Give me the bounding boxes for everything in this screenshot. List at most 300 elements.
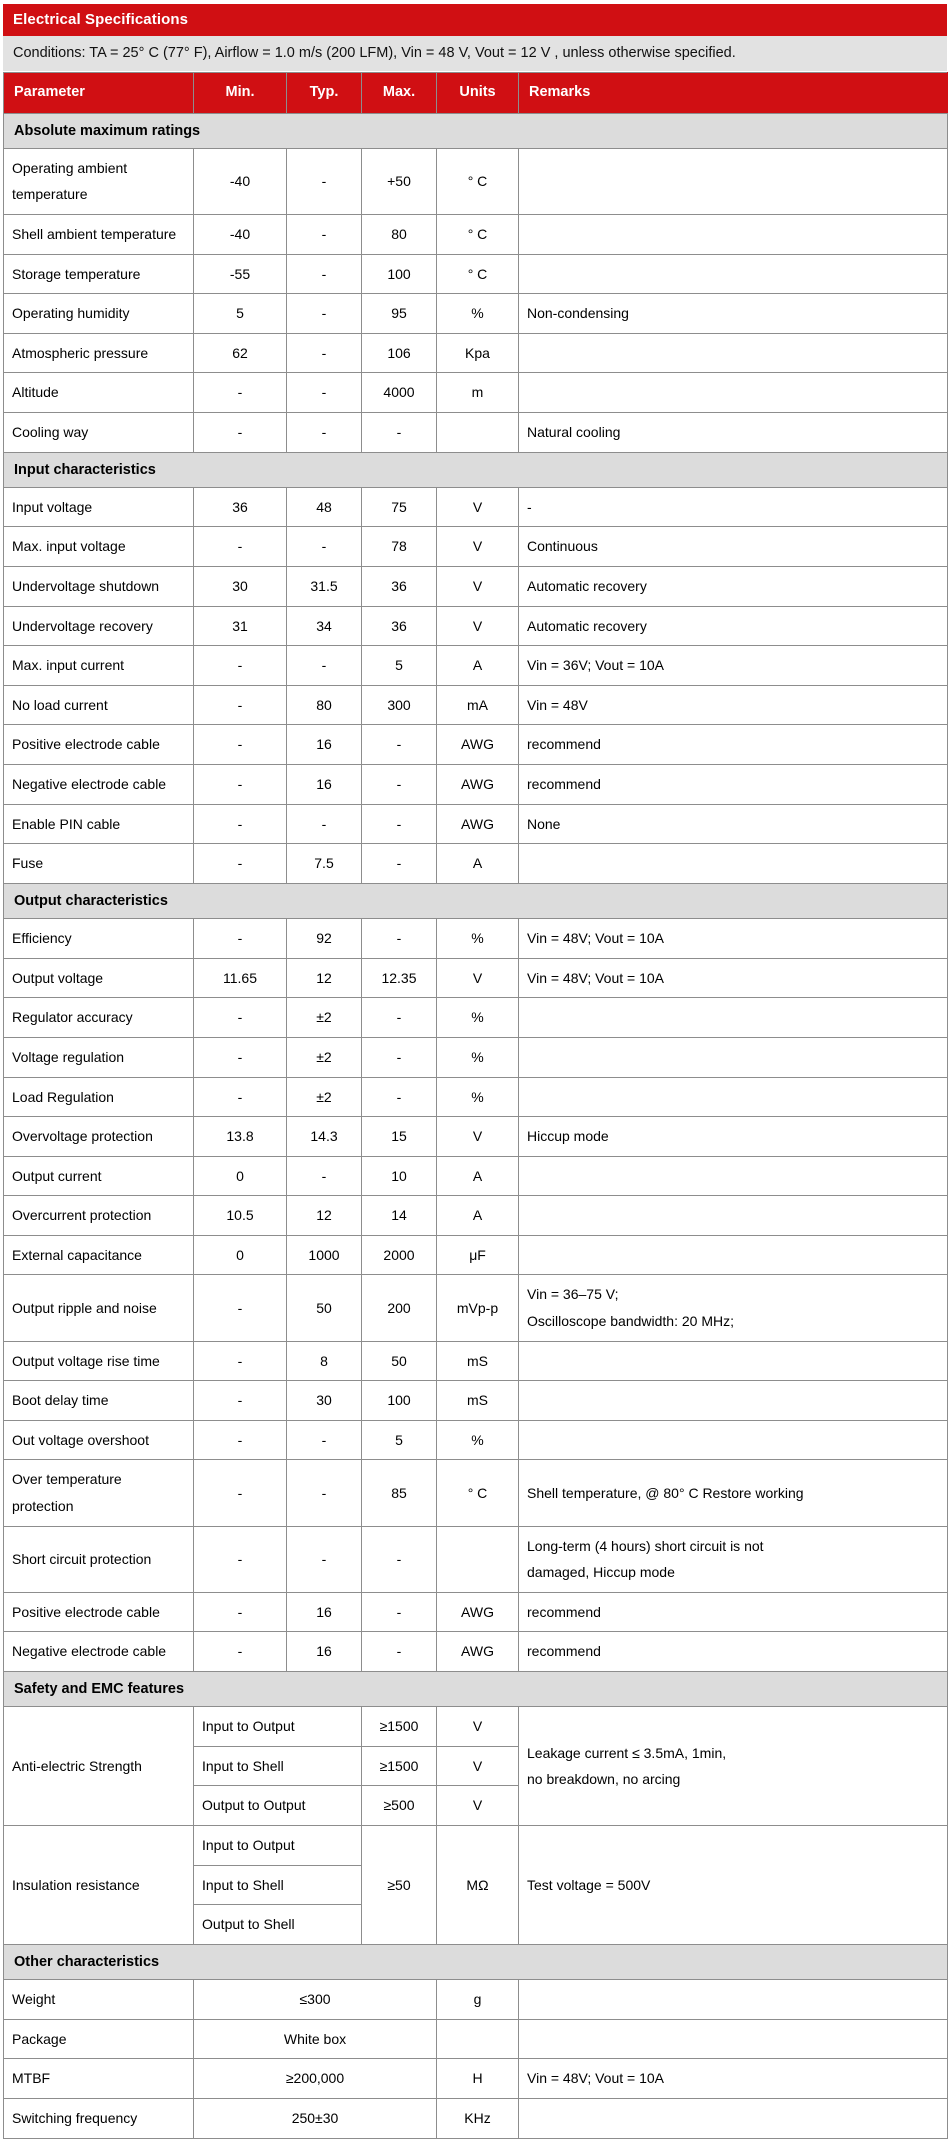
row-parameter: Anti-electric Strength <box>4 1707 194 1826</box>
row-remarks: Natural cooling <box>519 413 948 453</box>
table-row <box>4 1381 948 1421</box>
row-parameter: Voltage regulation <box>4 1037 194 1077</box>
anti-electric-units-3: V <box>437 1786 519 1826</box>
row-remarks: Hiccup mode <box>519 1117 948 1157</box>
row-units: V <box>437 567 519 607</box>
row-remarks <box>519 1980 948 2020</box>
row-remarks <box>519 1235 948 1275</box>
row-value: ≤300 <box>194 1980 437 2020</box>
row-max: 10 <box>362 1156 437 1196</box>
row-typ: 14.3 <box>287 1117 362 1157</box>
row-typ: 16 <box>287 1592 362 1632</box>
row-units <box>437 2019 519 2059</box>
row-max: 4000 <box>362 373 437 413</box>
row-min: 11.65 <box>194 958 287 998</box>
row-parameter: Max. input voltage <box>4 527 194 567</box>
insulation-units: MΩ <box>437 1826 519 1945</box>
row-min: 10.5 <box>194 1196 287 1236</box>
row-max: 80 <box>362 215 437 255</box>
row-units: ° C <box>437 148 519 214</box>
anti-electric-subrow-label-1: Input to Output <box>194 1707 362 1747</box>
row-remarks: recommend <box>519 1632 948 1672</box>
row-max: - <box>362 1526 437 1592</box>
table-row <box>4 1707 948 1747</box>
anti-electric-value-2: ≥1500 <box>362 1746 437 1786</box>
row-parameter: Negative electrode cable <box>4 1632 194 1672</box>
row-max: - <box>362 725 437 765</box>
row-units: A <box>437 1196 519 1236</box>
column-header-units: Units <box>437 73 519 114</box>
remarks-line-1: Long-term (4 hours) short circuit is not <box>527 1537 764 1554</box>
row-parameter: Positive electrode cable <box>4 725 194 765</box>
row-parameter: Out voltage overshoot <box>4 1420 194 1460</box>
table-row <box>4 765 948 805</box>
row-units: A <box>437 1156 519 1196</box>
row-min: 36 <box>194 487 287 527</box>
table-row <box>4 998 948 1038</box>
row-min: - <box>194 685 287 725</box>
row-typ: 31.5 <box>287 567 362 607</box>
row-units: AWG <box>437 1632 519 1672</box>
section-header-output-characteristics <box>4 883 948 918</box>
table-row <box>4 1526 948 1592</box>
row-typ: 92 <box>287 919 362 959</box>
row-units: V <box>437 606 519 646</box>
row-remarks: recommend <box>519 725 948 765</box>
table-row <box>4 1117 948 1157</box>
table-header-row <box>4 73 948 114</box>
row-max: - <box>362 1077 437 1117</box>
row-typ: 1000 <box>287 1235 362 1275</box>
remarks-line-1: Vin = 36–75 V; <box>527 1286 619 1303</box>
row-max: 36 <box>362 567 437 607</box>
table-row <box>4 333 948 373</box>
row-min: - <box>194 1420 287 1460</box>
row-parameter: Cooling way <box>4 413 194 453</box>
remarks-line-2: no breakdown, no arcing <box>527 1771 681 1788</box>
table-row <box>4 1341 948 1381</box>
row-units: AWG <box>437 765 519 805</box>
table-row <box>4 1420 948 1460</box>
column-header-parameter: Parameter <box>4 73 194 114</box>
row-parameter: Negative electrode cable <box>4 765 194 805</box>
row-units: A <box>437 844 519 884</box>
table-row <box>4 1980 948 2020</box>
table-row <box>4 373 948 413</box>
row-max: - <box>362 804 437 844</box>
row-parameter: Package <box>4 2019 194 2059</box>
row-units: % <box>437 294 519 334</box>
table-row <box>4 527 948 567</box>
remarks-line-2: damaged, Hiccup mode <box>527 1564 675 1581</box>
row-remarks: Vin = 48V <box>519 685 948 725</box>
row-typ: 16 <box>287 765 362 805</box>
row-parameter: Undervoltage recovery <box>4 606 194 646</box>
row-parameter: Enable PIN cable <box>4 804 194 844</box>
row-remarks <box>519 254 948 294</box>
row-typ: - <box>287 1420 362 1460</box>
row-min: - <box>194 919 287 959</box>
row-parameter: Regulator accuracy <box>4 998 194 1038</box>
row-max: - <box>362 1037 437 1077</box>
row-remarks <box>519 333 948 373</box>
row-remarks <box>519 148 948 214</box>
row-parameter: Insulation resistance <box>4 1826 194 1945</box>
row-remarks: Shell temperature, @ 80° C Restore working <box>519 1460 948 1526</box>
row-max: 78 <box>362 527 437 567</box>
row-units: g <box>437 1980 519 2020</box>
table-header <box>4 73 948 114</box>
row-typ: 50 <box>287 1275 362 1341</box>
row-remarks <box>519 1526 948 1592</box>
row-remarks <box>519 1196 948 1236</box>
row-units: % <box>437 1420 519 1460</box>
column-header-typ: Typ. <box>287 73 362 114</box>
row-remarks: Automatic recovery <box>519 606 948 646</box>
row-parameter: Boot delay time <box>4 1381 194 1421</box>
row-remarks <box>519 1341 948 1381</box>
row-max: 300 <box>362 685 437 725</box>
anti-electric-subrow-label-3: Output to Output <box>194 1786 362 1826</box>
section-label: Absolute maximum ratings <box>4 113 948 148</box>
table-row <box>4 487 948 527</box>
row-min: - <box>194 1077 287 1117</box>
remarks-line-1: Leakage current ≤ 3.5mA, 1min, <box>527 1744 727 1761</box>
row-units <box>437 413 519 453</box>
row-remarks: - <box>519 487 948 527</box>
row-max: - <box>362 919 437 959</box>
section-label: Output characteristics <box>4 883 948 918</box>
row-parameter: Atmospheric pressure <box>4 333 194 373</box>
table-row <box>4 725 948 765</box>
row-max: 36 <box>362 606 437 646</box>
row-parameter: Undervoltage shutdown <box>4 567 194 607</box>
row-parameter: Overvoltage protection <box>4 1117 194 1157</box>
row-max: - <box>362 1592 437 1632</box>
row-typ: 80 <box>287 685 362 725</box>
section-label: Other characteristics <box>4 1944 948 1979</box>
row-typ: 16 <box>287 725 362 765</box>
row-remarks: None <box>519 804 948 844</box>
row-remarks <box>519 1707 948 1826</box>
row-remarks <box>519 1077 948 1117</box>
row-remarks <box>519 844 948 884</box>
table-row <box>4 1275 948 1341</box>
row-typ: - <box>287 527 362 567</box>
row-max: +50 <box>362 148 437 214</box>
row-units: m <box>437 373 519 413</box>
row-units: % <box>437 998 519 1038</box>
row-units: V <box>437 487 519 527</box>
section-header-other-characteristics <box>4 1944 948 1979</box>
row-min: - <box>194 1381 287 1421</box>
row-max: - <box>362 413 437 453</box>
row-typ: - <box>287 1460 362 1526</box>
row-typ: 30 <box>287 1381 362 1421</box>
insulation-subrow-label-1: Input to Output <box>194 1826 362 1866</box>
row-remarks: Vin = 36V; Vout = 10A <box>519 646 948 686</box>
table-row <box>4 1632 948 1672</box>
row-max: 5 <box>362 1420 437 1460</box>
row-max: - <box>362 765 437 805</box>
table-row <box>4 1235 948 1275</box>
row-max: 2000 <box>362 1235 437 1275</box>
table-row <box>4 1156 948 1196</box>
row-remarks <box>519 1381 948 1421</box>
row-max: 95 <box>362 294 437 334</box>
row-parameter: Load Regulation <box>4 1077 194 1117</box>
row-min: 5 <box>194 294 287 334</box>
row-parameter: Positive electrode cable <box>4 1592 194 1632</box>
row-parameter: Overcurrent protection <box>4 1196 194 1236</box>
table-row <box>4 1037 948 1077</box>
row-parameter: Switching frequency <box>4 2098 194 2138</box>
row-parameter: Over temperature protection <box>4 1460 194 1526</box>
row-min: - <box>194 1037 287 1077</box>
row-units: AWG <box>437 804 519 844</box>
row-min: 0 <box>194 1235 287 1275</box>
row-parameter: Output ripple and noise <box>4 1275 194 1341</box>
row-min: -40 <box>194 215 287 255</box>
table-row <box>4 254 948 294</box>
row-parameter: Input voltage <box>4 487 194 527</box>
anti-electric-units-1: V <box>437 1707 519 1747</box>
row-parameter: External capacitance <box>4 1235 194 1275</box>
row-min: - <box>194 1460 287 1526</box>
row-max: 100 <box>362 1381 437 1421</box>
row-min: 62 <box>194 333 287 373</box>
table-row <box>4 646 948 686</box>
row-min: - <box>194 373 287 413</box>
insulation-value: ≥50 <box>362 1826 437 1945</box>
table-row <box>4 958 948 998</box>
row-remarks <box>519 1275 948 1341</box>
row-units: % <box>437 1037 519 1077</box>
row-parameter: Output voltage rise time <box>4 1341 194 1381</box>
row-remarks: Vin = 48V; Vout = 10A <box>519 919 948 959</box>
electrical-specifications-table <box>3 72 948 2139</box>
row-units: V <box>437 527 519 567</box>
table-row <box>4 294 948 334</box>
row-min: - <box>194 844 287 884</box>
row-units: mA <box>437 685 519 725</box>
table-row <box>4 1592 948 1632</box>
row-parameter: Storage temperature <box>4 254 194 294</box>
row-max: 100 <box>362 254 437 294</box>
row-typ: - <box>287 333 362 373</box>
table-body <box>4 113 948 2138</box>
row-typ: - <box>287 1526 362 1592</box>
row-typ: 7.5 <box>287 844 362 884</box>
row-typ: 16 <box>287 1632 362 1672</box>
row-max: 200 <box>362 1275 437 1341</box>
row-max: 12.35 <box>362 958 437 998</box>
table-row <box>4 685 948 725</box>
row-remarks: Vin = 48V; Vout = 10A <box>519 958 948 998</box>
table-row <box>4 1826 948 1866</box>
row-min: -55 <box>194 254 287 294</box>
row-max: 14 <box>362 1196 437 1236</box>
row-value: ≥200,000 <box>194 2059 437 2099</box>
anti-electric-value-3: ≥500 <box>362 1786 437 1826</box>
row-parameter: Efficiency <box>4 919 194 959</box>
row-units: V <box>437 958 519 998</box>
row-typ: 34 <box>287 606 362 646</box>
row-units: H <box>437 2059 519 2099</box>
row-units: ° C <box>437 215 519 255</box>
row-typ: 8 <box>287 1341 362 1381</box>
row-value: White box <box>194 2019 437 2059</box>
row-min: - <box>194 998 287 1038</box>
row-units: % <box>437 1077 519 1117</box>
table-row <box>4 2059 948 2099</box>
row-min: 13.8 <box>194 1117 287 1157</box>
anti-electric-subrow-label-2: Input to Shell <box>194 1746 362 1786</box>
row-max: 15 <box>362 1117 437 1157</box>
row-typ: 12 <box>287 958 362 998</box>
row-parameter: Short circuit protection <box>4 1526 194 1592</box>
row-min: - <box>194 527 287 567</box>
anti-electric-units-2: V <box>437 1746 519 1786</box>
row-max: - <box>362 1632 437 1672</box>
row-units: ° C <box>437 1460 519 1526</box>
row-min: - <box>194 765 287 805</box>
row-units: KHz <box>437 2098 519 2138</box>
table-row <box>4 1460 948 1526</box>
table-row <box>4 919 948 959</box>
row-remarks <box>519 2019 948 2059</box>
row-min: - <box>194 1632 287 1672</box>
row-units: mVp-p <box>437 1275 519 1341</box>
section-header-safety-and-emc-features <box>4 1672 948 1707</box>
row-typ: ±2 <box>287 1077 362 1117</box>
table-row <box>4 804 948 844</box>
row-min: -40 <box>194 148 287 214</box>
test-conditions-note: Conditions: TA = 25° C (77° F), Airflow = 1.0 m/s (200 LFM), Vin = 48 V, Vout = 12 V , unless otherwise specified. <box>3 36 947 72</box>
row-max: 5 <box>362 646 437 686</box>
row-typ: - <box>287 373 362 413</box>
row-remarks <box>519 998 948 1038</box>
row-typ: - <box>287 254 362 294</box>
row-parameter: Operating humidity <box>4 294 194 334</box>
row-units: AWG <box>437 1592 519 1632</box>
section-header-input-characteristics <box>4 452 948 487</box>
row-remarks <box>519 373 948 413</box>
column-header-remarks: Remarks <box>519 73 948 114</box>
row-typ: - <box>287 646 362 686</box>
row-remarks <box>519 1156 948 1196</box>
row-parameter: Shell ambient temperature <box>4 215 194 255</box>
column-header-max: Max. <box>362 73 437 114</box>
row-max: 106 <box>362 333 437 373</box>
row-typ: ±2 <box>287 998 362 1038</box>
row-remarks: recommend <box>519 765 948 805</box>
row-remarks: Non-condensing <box>519 294 948 334</box>
row-typ: - <box>287 215 362 255</box>
row-typ: - <box>287 413 362 453</box>
row-units: mS <box>437 1341 519 1381</box>
section-header-absolute-maximum-ratings <box>4 113 948 148</box>
row-max: 75 <box>362 487 437 527</box>
row-remarks: Vin = 48V; Vout = 10A <box>519 2059 948 2099</box>
row-remarks: recommend <box>519 1592 948 1632</box>
row-parameter: Output current <box>4 1156 194 1196</box>
row-max: - <box>362 998 437 1038</box>
row-typ: 12 <box>287 1196 362 1236</box>
row-parameter: Operating ambient temperature <box>4 148 194 214</box>
row-remarks: Continuous <box>519 527 948 567</box>
row-min: - <box>194 1341 287 1381</box>
remarks-line-2: Oscilloscope bandwidth: 20 MHz; <box>527 1313 734 1330</box>
row-min: - <box>194 1275 287 1341</box>
row-units: % <box>437 919 519 959</box>
row-units: Kpa <box>437 333 519 373</box>
table-row <box>4 1196 948 1236</box>
row-min: - <box>194 804 287 844</box>
row-remarks <box>519 1037 948 1077</box>
row-max: 85 <box>362 1460 437 1526</box>
row-typ: - <box>287 1156 362 1196</box>
anti-electric-value-1: ≥1500 <box>362 1707 437 1747</box>
table-row <box>4 2019 948 2059</box>
row-min: - <box>194 1526 287 1592</box>
row-min: 30 <box>194 567 287 607</box>
section-label: Safety and EMC features <box>4 1672 948 1707</box>
row-units: ° C <box>437 254 519 294</box>
table-row <box>4 2098 948 2138</box>
row-remarks: Automatic recovery <box>519 567 948 607</box>
row-units: μF <box>437 1235 519 1275</box>
row-parameter: MTBF <box>4 2059 194 2099</box>
table-row <box>4 215 948 255</box>
row-parameter: Fuse <box>4 844 194 884</box>
table-row <box>4 844 948 884</box>
row-min: - <box>194 413 287 453</box>
page-title: Electrical Specifications <box>3 4 947 36</box>
row-typ: - <box>287 294 362 334</box>
row-units <box>437 1526 519 1592</box>
row-parameter: Weight <box>4 1980 194 2020</box>
table-row <box>4 413 948 453</box>
row-units: AWG <box>437 725 519 765</box>
row-min: 0 <box>194 1156 287 1196</box>
row-parameter: Output voltage <box>4 958 194 998</box>
row-remarks <box>519 1420 948 1460</box>
section-label: Input characteristics <box>4 452 948 487</box>
row-min: - <box>194 1592 287 1632</box>
table-row <box>4 567 948 607</box>
row-units: V <box>437 1117 519 1157</box>
row-parameter: No load current <box>4 685 194 725</box>
row-typ: 48 <box>287 487 362 527</box>
table-row <box>4 606 948 646</box>
row-value: 250±30 <box>194 2098 437 2138</box>
row-remarks <box>519 215 948 255</box>
row-typ: - <box>287 148 362 214</box>
row-remarks <box>519 2098 948 2138</box>
column-header-min: Min. <box>194 73 287 114</box>
row-min: - <box>194 725 287 765</box>
row-typ: ±2 <box>287 1037 362 1077</box>
row-units: mS <box>437 1381 519 1421</box>
insulation-subrow-label-2: Input to Shell <box>194 1865 362 1905</box>
table-row <box>4 148 948 214</box>
row-remarks: Test voltage = 500V <box>519 1826 948 1945</box>
row-typ: - <box>287 804 362 844</box>
row-min: - <box>194 646 287 686</box>
insulation-subrow-label-3: Output to Shell <box>194 1905 362 1945</box>
row-min: 31 <box>194 606 287 646</box>
